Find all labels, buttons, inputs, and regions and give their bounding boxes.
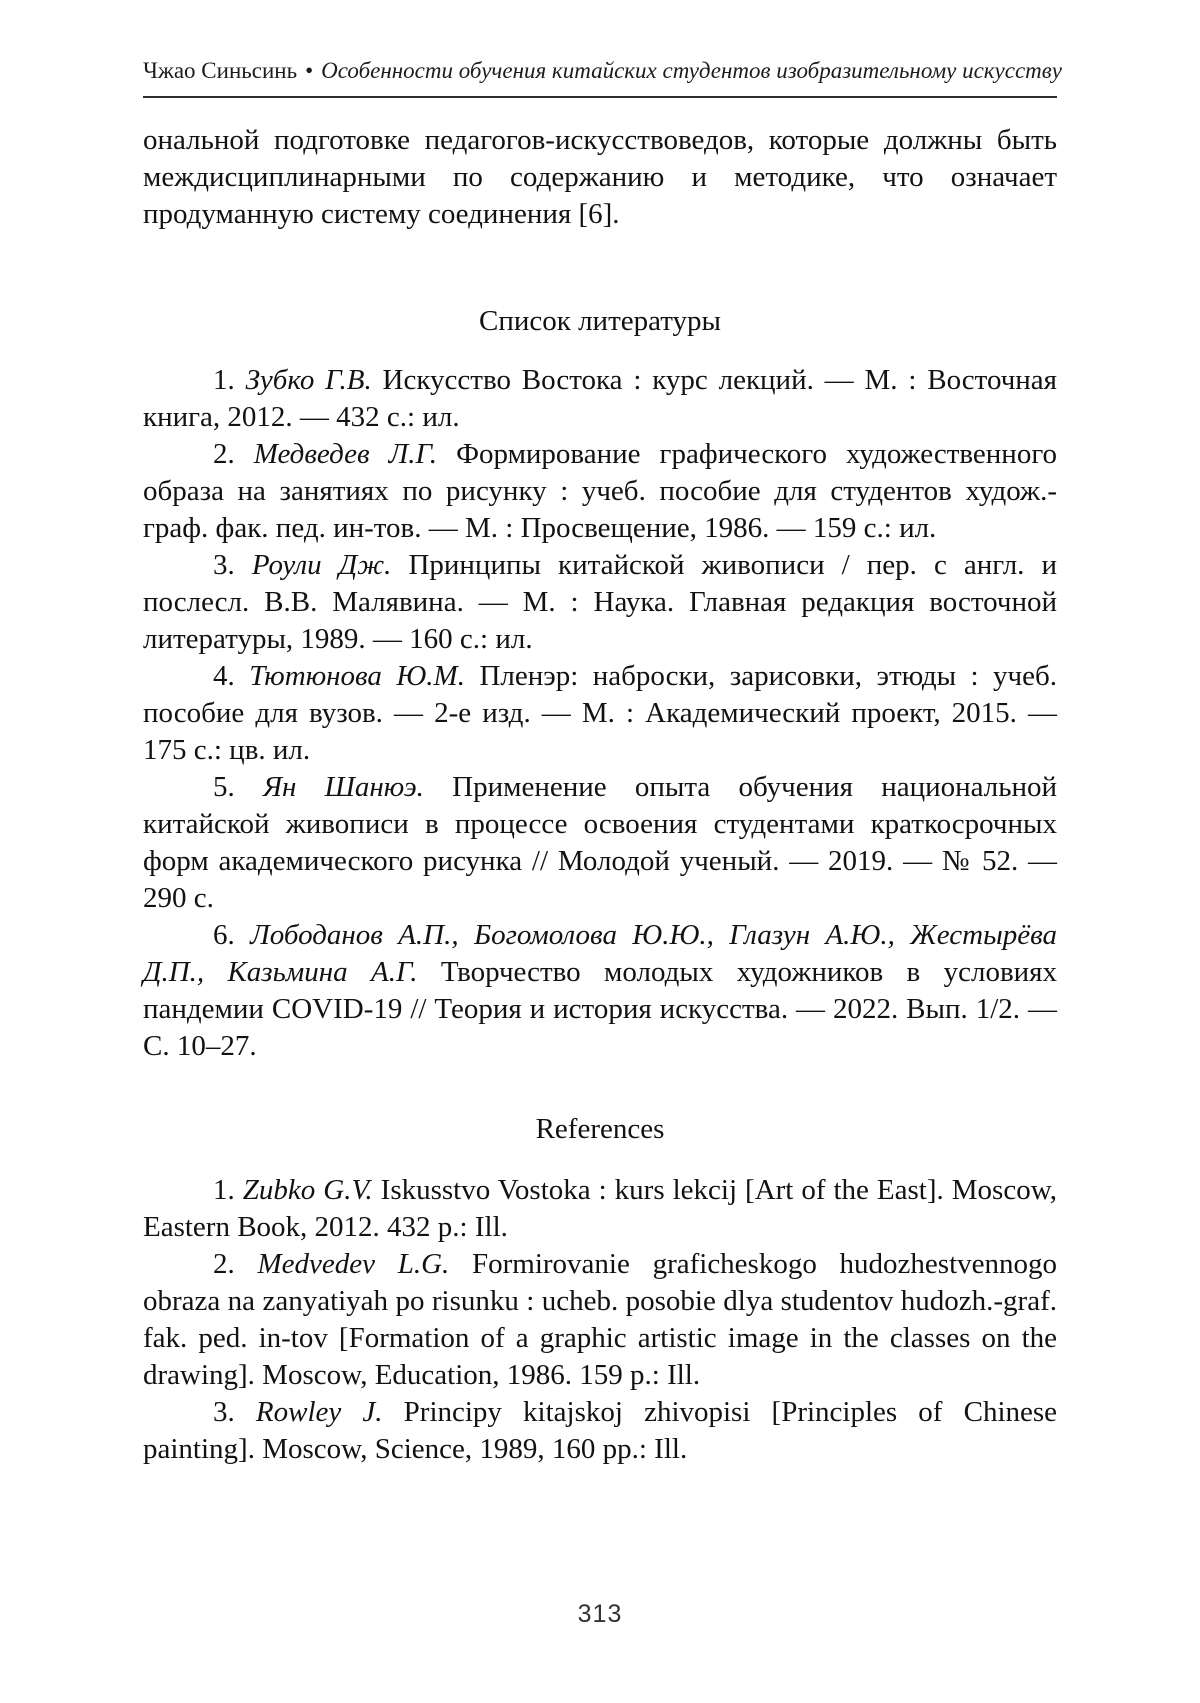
reference-item-1 — [143, 1172, 1057, 1246]
bibliography-item-2 — [143, 436, 1057, 547]
item-text: Формирование графического художественного образа на занятиях по рисунку : учеб. пособие для студентов худож.-граф. фак. пед. ин-тов. — М. : Просвещение, 1986. — 159 с.: ил. — [143, 438, 1058, 544]
item-number: 4. — [213, 660, 235, 692]
item-authors: Зубко Г.В. — [245, 364, 372, 396]
item-authors: Zubko G.V. — [242, 1174, 373, 1206]
item-authors: Медведев Л.Г. — [253, 438, 438, 470]
references-heading: References — [535, 1113, 665, 1145]
bibliography-item-5 — [143, 769, 1057, 917]
bibliography-heading: Список литературы — [478, 305, 722, 337]
item-authors: Medvedev L.G. — [257, 1248, 450, 1280]
item-text: Formirovanie graficheskogo hudozhestvennogo obraza na zanyatiyah po risunku : ucheb. posobie dlya studentov hudozh.-graf. fak. ped. in-tov [Formation of a graphic artistic image in the classes on the drawing]. Moscow, Education, 1986. 159 p.: Ill. — [143, 1248, 1058, 1391]
item-number: 5. — [213, 771, 235, 803]
item-text: Принципы китайской живописи / пер. с англ. и послесл. В.В. Малявина. — М. : Наука. Главная редакция восточной литературы, 1989. — 160 с.: ил. — [143, 549, 1058, 655]
item-text: Применение опыта обучения национальной китайской живописи в процессе освоения студентами краткосрочных форм академического рисунка // Молодой ученый. — 2019. — № 52. —290 с. — [143, 771, 1058, 914]
reference-item-2 — [143, 1246, 1057, 1394]
intro-paragraph: ональной подготовке педагогов-искусствоведов, которые должны быть междисциплинарными по содержанию и методике, что означает продуманную систему соединения [6]. — [143, 124, 1057, 230]
bibliography-list — [143, 362, 1057, 1065]
references-list — [143, 1172, 1057, 1468]
header-rule — [143, 96, 1057, 98]
running-header-title: Особенности обучения китайских студентов изобразительному искусству — [321, 58, 1062, 83]
item-authors: Ян Шанюэ. — [262, 771, 424, 803]
running-header — [143, 0, 1062, 84]
item-authors: Роули Дж. — [251, 549, 392, 581]
item-number: 3. — [213, 549, 235, 581]
item-text: Пленэр: наброски, зарисовки, этюды : учеб. пособие для вузов. — 2-е изд. — М. : Академический проект, 2015. — 175 с.: цв. ил. — [143, 660, 1058, 766]
item-number: 1. — [213, 364, 235, 396]
item-authors: Тютюнова Ю.М. — [249, 660, 465, 692]
running-header-author: Чжао Синьсинь — [143, 58, 298, 83]
item-text: Творчество молодых художников в условиях пандемии COVID-19 // Теория и история искусства. — 2022. Вып. 1/2. — С. 10–27. — [143, 956, 1057, 1062]
bullet-separator: • — [305, 58, 314, 83]
item-number: 3. — [213, 1396, 235, 1428]
item-number: 2. — [213, 1248, 235, 1280]
item-text: Искусство Востока : курс лекций. — М. : Восточная книга, 2012. — 432 с.: ил. — [143, 364, 1058, 433]
item-number: 1. — [213, 1174, 235, 1206]
item-authors: Лободанов А.П., Богомолова Ю.Ю., Глазун А.Ю., Жестырёва Д.П., Казьмина А.Г. — [143, 919, 1057, 988]
item-text: Iskusstvo Vostoka : kurs lekcij [Art of the East]. Moscow, Eastern Book, 2012. 432 p.: Ill. — [143, 1174, 1058, 1243]
bibliography-item-4 — [143, 658, 1057, 769]
item-number: 6. — [213, 919, 235, 951]
bibliography-item-1 — [143, 362, 1057, 436]
bibliography-item-6 — [143, 917, 1057, 1065]
item-authors: Rowley J. — [255, 1396, 383, 1428]
item-text: Principy kitajskoj zhivopisi [Principles of Chinese painting]. Moscow, Science, 1989, 160 pp.: Ill. — [143, 1396, 1058, 1465]
item-number: 2. — [213, 438, 235, 470]
reference-item-3 — [143, 1394, 1057, 1468]
bibliography-item-3 — [143, 547, 1057, 658]
page-number: 313 — [577, 1600, 623, 1628]
